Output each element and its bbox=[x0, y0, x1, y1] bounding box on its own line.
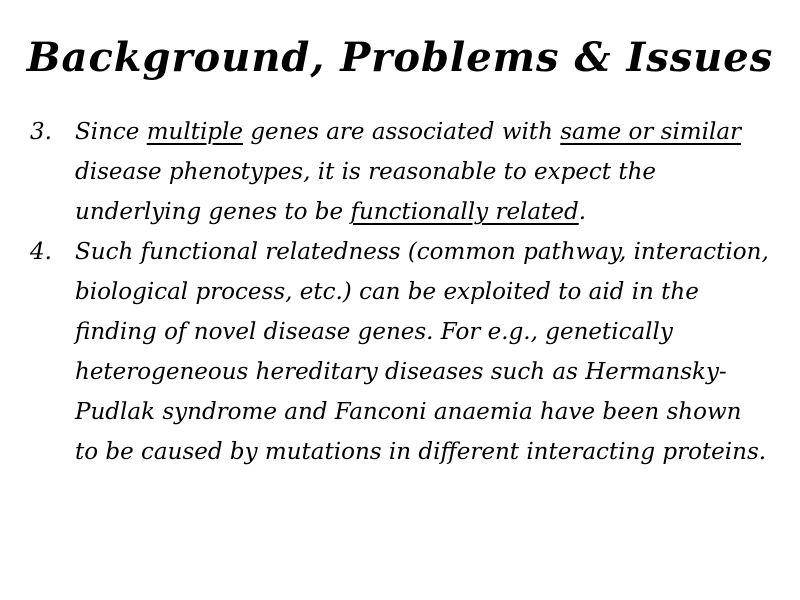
point-text: Such functional relatedness (common pathway, interaction, biological process, etc.) can be exploited to aid in the finding of novel disease genes. For e.g., genetically heterogeneous hereditary diseases such as Hermansky-Pudlak syndrome and Fanconi anaemia have been shown to be caused by mutations in different interacting proteins. bbox=[75, 239, 769, 465]
text-segment: genes are associated with bbox=[243, 119, 561, 145]
text-segment: Since bbox=[75, 119, 147, 145]
point-text bbox=[75, 119, 741, 225]
underlined-term: same or similar bbox=[560, 119, 742, 145]
text-segment: disease phenotypes, it is reasonable to expect the underlying genes to be bbox=[75, 159, 657, 225]
list-item-number: 3. bbox=[30, 119, 52, 145]
list-item bbox=[30, 232, 770, 472]
underlined-term: functionally related bbox=[350, 199, 579, 225]
slide-title: Background, Problems & Issues bbox=[26, 34, 774, 81]
text-segment: . bbox=[578, 199, 587, 225]
list-item-number: 4. bbox=[30, 239, 52, 265]
bullet-list bbox=[30, 112, 770, 472]
underlined-term: multiple bbox=[146, 119, 244, 145]
list-item bbox=[30, 112, 770, 232]
